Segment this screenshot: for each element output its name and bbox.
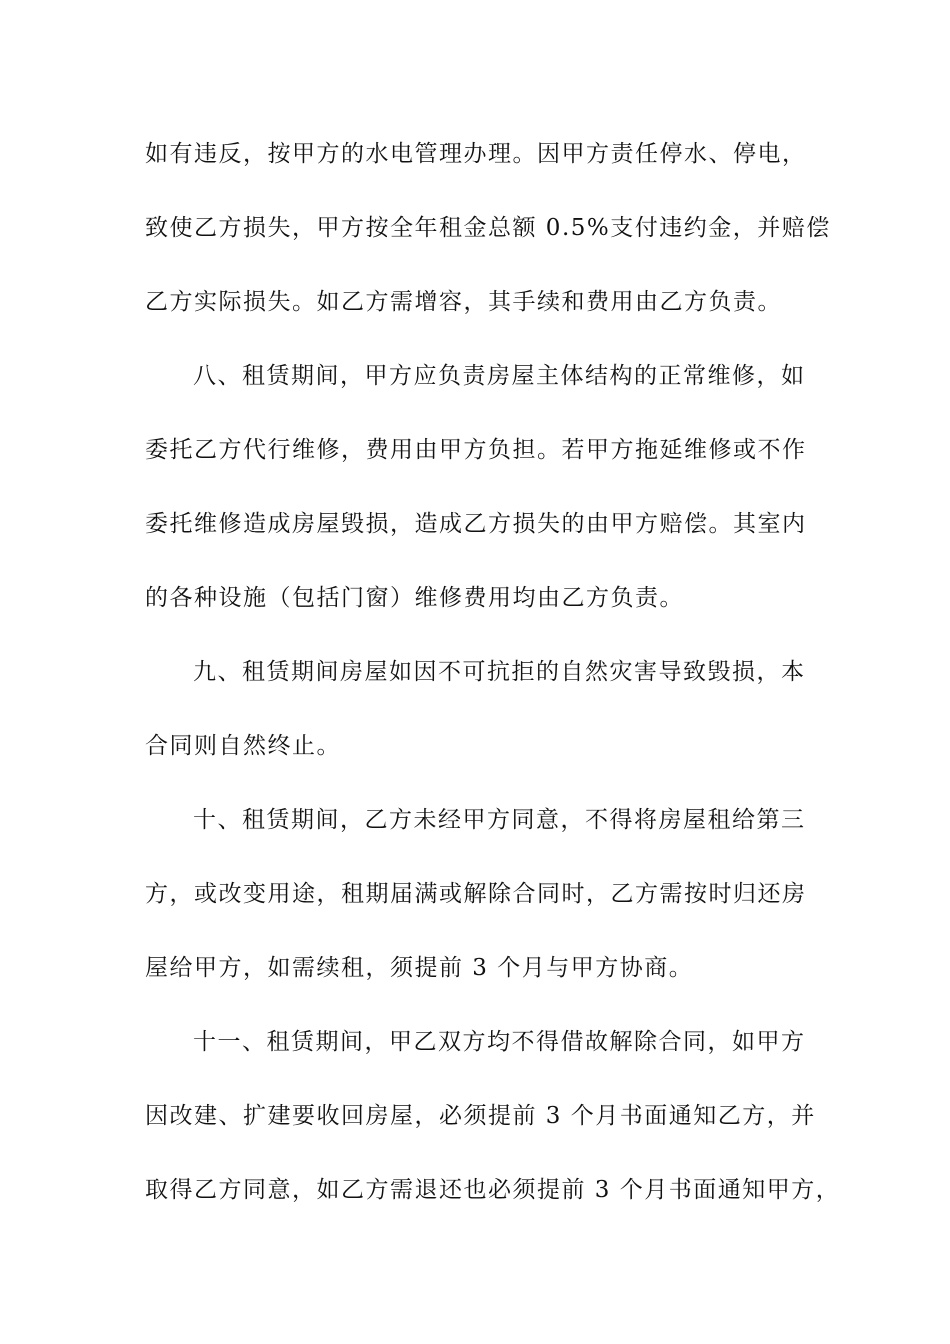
clause-11-start: 十一、租赁期间，甲乙双方均不得借故解除合同，如甲方 bbox=[193, 1029, 806, 1055]
contract-body bbox=[145, 128, 841, 1238]
text-line: 如有违反，按甲方的水电管理办理。因甲方责任停水、停电， bbox=[145, 141, 807, 167]
clause-10-start: 十、租赁期间，乙方未经甲方同意，不得将房屋租给第三 bbox=[193, 807, 806, 833]
clause-9-start: 九、租赁期间房屋如因不可抗拒的自然灾害导致毁损，本 bbox=[193, 659, 806, 685]
text-line: 的各种设施（包括门窗）维修费用均由乙方负责。 bbox=[145, 585, 684, 611]
text-line: 屋给甲方，如需续租，须提前 3 个月与甲方协商。 bbox=[145, 955, 694, 981]
text-line: 委托维修造成房屋毁损，造成乙方损失的由甲方赔偿。其室内 bbox=[145, 511, 807, 537]
text-line: 方，或改变用途，租期届满或解除合同时，乙方需按时归还房 bbox=[145, 881, 807, 907]
clause-8-start: 八、租赁期间，甲方应负责房屋主体结构的正常维修，如 bbox=[193, 363, 806, 389]
text-line: 取得乙方同意，如乙方需退还也必须提前 3 个月书面通知甲方， bbox=[145, 1177, 841, 1203]
text-line: 因改建、扩建要收回房屋，必须提前 3 个月书面通知乙方，并 bbox=[145, 1103, 816, 1129]
text-line: 乙方实际损失。如乙方需增容，其手续和费用由乙方负责。 bbox=[145, 289, 782, 315]
text-line: 致使乙方损失，甲方按全年租金总额 0.5%支付违约金，并赔偿 bbox=[145, 215, 831, 241]
text-line: 委托乙方代行维修，费用由甲方负担。若甲方拖延维修或不作 bbox=[145, 437, 807, 463]
text-line: 合同则自然终止。 bbox=[145, 733, 341, 759]
